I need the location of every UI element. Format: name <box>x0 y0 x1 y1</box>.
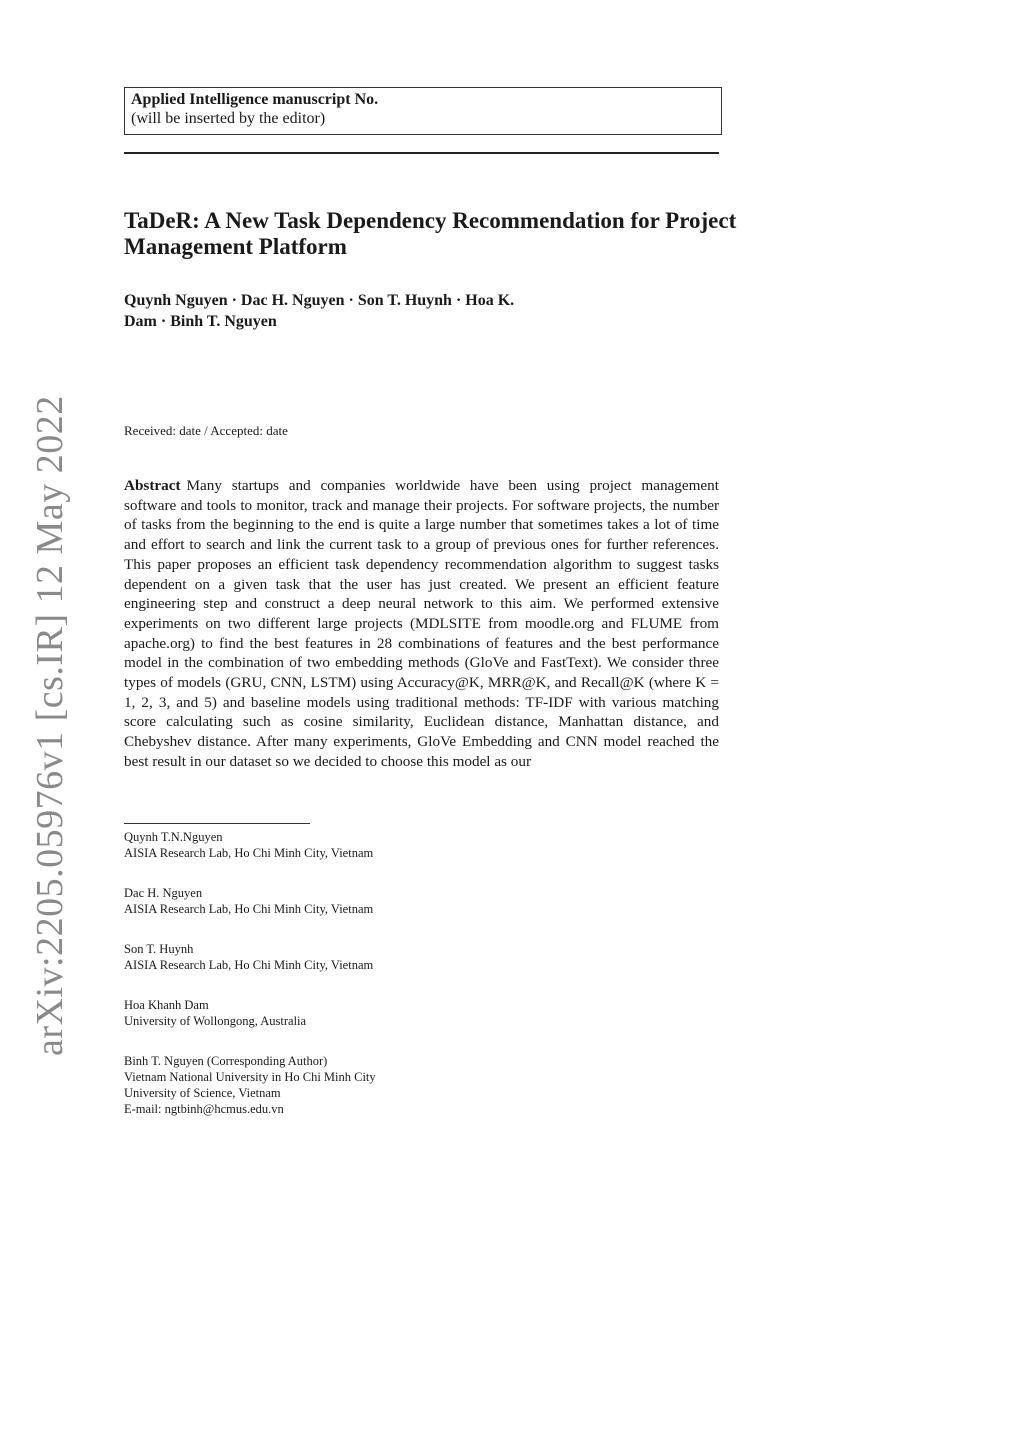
affiliation-block <box>124 941 373 973</box>
affiliation-name: Binh T. Nguyen (Corresponding Author) <box>124 1054 328 1068</box>
affiliation-line: AISIA Research Lab, Ho Chi Minh City, Vietnam <box>124 958 374 972</box>
affiliation-name: Quynh T.N.Nguyen <box>124 830 223 844</box>
affiliation-block <box>124 829 373 861</box>
abstract-text: Many startups and companies worldwide have been using project management software and tools to monitor, track and manage their projects. For software projects, the number of tasks from the beginning to the end is quite a large number that sometimes takes a lot of time and effort to search and link the current task to a group of previous ones for further references. This paper proposes an efficient task dependency recommendation algorithm to suggest tasks dependent on a given task that the user has just created. We present an efficient feature engineering step and construct a deep neural network to this aim. We performed extensive experiments on two different large projects (MDLSITE from moodle.org and FLUME from apache.org) to find the best features in 28 combinations of features and the best performance model in the combination of two embedding methods (GloVe and FastText). We consider three types of models (GRU, CNN, LSTM) using Accuracy@K, MRR@K, and Recall@K (where K = 1, 2, 3, and 5) and baseline models using traditional methods: TF-IDF with various matching score calculating such as cosine similarity, Euclidean distance, Manhattan distance, and Chebyshev distance. After many experiments, GloVe Embedding and CNN model reached the best result in our dataset so we decided to choose this model as our <box>124 477 719 770</box>
paper-title: TaDeR: A New Task Dependency Recommendation for Project Management Platform <box>124 208 737 259</box>
footnote-rule <box>124 823 310 824</box>
author-email: E-mail: ngtbinh@hcmus.edu.vn <box>124 1102 284 1116</box>
abstract-label: Abstract <box>124 477 181 494</box>
abstract <box>124 476 719 772</box>
received-date: Received: date / Accepted: date <box>124 423 288 438</box>
affiliation-name: Son T. Huynh <box>124 942 194 956</box>
journal-name: Applied Intelligence manuscript No. <box>131 91 379 108</box>
affiliation-line: AISIA Research Lab, Ho Chi Minh City, Vietnam <box>124 902 374 916</box>
affiliation-line: University of Science, Vietnam <box>124 1086 281 1100</box>
affiliation-line: University of Wollongong, Australia <box>124 1014 307 1028</box>
editor-note: (will be inserted by the editor) <box>131 110 326 127</box>
affiliation-name: Dac H. Nguyen <box>124 886 203 900</box>
arxiv-identifier: arXiv:2205.05976v1 [cs.IR] 12 May 2022 <box>29 395 71 1056</box>
journal-header-box <box>124 87 722 135</box>
author-list: Quynh Nguyen · Dac H. Nguyen · Son T. Huynh · Hoa K. Dam · Binh T. Nguyen <box>124 292 515 330</box>
affiliation-block <box>124 997 306 1029</box>
affiliation-line: AISIA Research Lab, Ho Chi Minh City, Vietnam <box>124 846 374 860</box>
affiliation-block <box>124 1053 376 1117</box>
header-rule <box>124 152 719 154</box>
affiliation-block <box>124 885 373 917</box>
affiliation-name: Hoa Khanh Dam <box>124 998 209 1012</box>
affiliation-line: Vietnam National University in Ho Chi Minh City <box>124 1070 376 1084</box>
